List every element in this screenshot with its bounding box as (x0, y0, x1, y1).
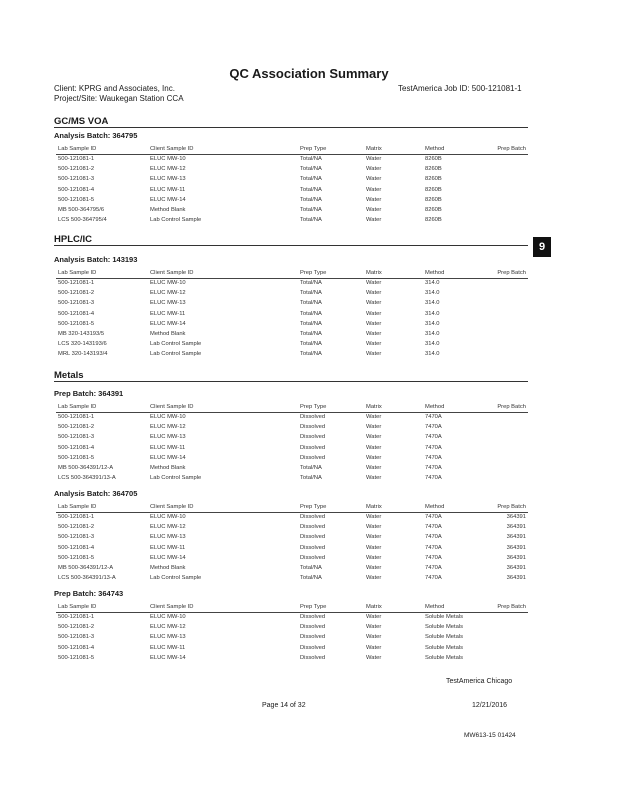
cell-prep-type: Total/NA (300, 310, 322, 317)
cell-matrix: Water (366, 280, 382, 286)
cell-matrix: Water (366, 414, 382, 420)
cell-matrix: Water (366, 341, 382, 348)
cell-matrix: Water (366, 156, 382, 162)
cell-prep-type: Dissolved (300, 644, 326, 651)
cell-client-sample-id: ELUC MW-12 (150, 166, 186, 173)
cell-client-sample-id: ELUC MW-13 (150, 300, 186, 307)
cell-lab-sample-id: LCS 320-143193/6 (58, 341, 107, 348)
cell-client-sample-id: ELUC MW-10 (150, 156, 186, 162)
footer-lab-name: TestAmerica Chicago (446, 678, 513, 685)
batch-label: Analysis Batch: 143193 (54, 255, 138, 264)
column-header-method: Method (425, 270, 445, 276)
cell-prep-type: Dissolved (300, 554, 326, 561)
column-header-matrix: Matrix (366, 146, 382, 152)
column-header-prep-type: Prep Type (300, 270, 327, 276)
cell-client-sample-id: ELUC MW-14 (150, 196, 186, 203)
cell-prep-batch: 364391 (506, 544, 526, 551)
table-header-rule (56, 412, 528, 413)
cell-lab-sample-id: 500-121081-3 (58, 300, 95, 307)
cell-lab-sample-id: 500-121081-3 (58, 634, 95, 641)
table-row (0, 414, 618, 424)
section-metals: Metals (54, 370, 84, 381)
cell-client-sample-id: ELUC MW-13 (150, 434, 186, 441)
cell-prep-type: Total/NA (300, 475, 322, 482)
section-hplc-ic: HPLC/IC (54, 234, 92, 245)
cell-method: 7470A (425, 524, 442, 531)
column-header-prep-batch: Prep Batch (497, 504, 526, 510)
cell-lab-sample-id: MB 500-364391/12-A (58, 465, 114, 471)
cell-client-sample-id: Lab Control Sample (150, 351, 202, 358)
cell-client-sample-id: Method Blank (150, 465, 186, 471)
cell-method: 7470A (425, 565, 442, 571)
cell-prep-type: Dissolved (300, 524, 326, 531)
cell-prep-type: Dissolved (300, 414, 326, 420)
cell-lab-sample-id: 500-121081-2 (58, 166, 95, 173)
cell-lab-sample-id: MB 500-364391/12-A (58, 565, 114, 571)
column-header-prep-type: Prep Type (300, 604, 327, 610)
cell-method: Soluble Metals (425, 614, 464, 620)
table-header-rule (56, 612, 528, 613)
cell-prep-type: Total/NA (300, 166, 322, 173)
table-row (0, 555, 618, 565)
footer-date: 12/21/2016 (472, 702, 508, 709)
cell-method: 7470A (425, 554, 442, 561)
cell-matrix: Water (366, 444, 382, 451)
cell-method: 8260B (425, 186, 442, 193)
cell-matrix: Water (366, 534, 382, 541)
cell-matrix: Water (366, 424, 382, 431)
cell-prep-type: Total/NA (300, 300, 322, 307)
column-header-lab-sample-id: Lab Sample ID (58, 270, 97, 276)
cell-prep-batch: 364391 (506, 524, 526, 531)
cell-method: 314.0 (425, 300, 440, 307)
cell-prep-type: Total/NA (300, 351, 322, 358)
column-header-prep-batch: Prep Batch (497, 604, 526, 610)
cell-matrix: Water (366, 196, 382, 203)
cell-lab-sample-id: 500-121081-2 (58, 624, 95, 631)
cell-method: 7470A (425, 544, 442, 551)
cell-matrix: Water (366, 644, 382, 651)
batch-label: Prep Batch: 364391 (54, 389, 124, 398)
cell-method: 7470A (425, 444, 442, 451)
cell-prep-type: Total/NA (300, 156, 322, 162)
table-row (0, 280, 618, 290)
cell-client-sample-id: Lab Control Sample (150, 217, 202, 224)
column-header-prep-batch: Prep Batch (497, 270, 526, 276)
cell-matrix: Water (366, 575, 382, 582)
table-header-rule (56, 278, 528, 279)
table-row (0, 624, 618, 634)
table-row (0, 465, 618, 475)
table-row (0, 217, 618, 227)
cell-prep-type: Dissolved (300, 634, 326, 641)
cell-client-sample-id: Lab Control Sample (150, 341, 202, 348)
cell-prep-batch: 364391 (506, 514, 526, 520)
column-header-client-sample-id: Client Sample ID (150, 604, 194, 610)
cell-method: Soluble Metals (425, 624, 464, 631)
cell-matrix: Water (366, 434, 382, 441)
table-header-rule (56, 512, 528, 513)
cell-prep-type: Total/NA (300, 207, 322, 213)
cell-lab-sample-id: 500-121081-3 (58, 534, 95, 541)
cell-client-sample-id: ELUC MW-13 (150, 634, 186, 641)
cell-matrix: Water (366, 465, 382, 471)
cell-method: Soluble Metals (425, 634, 464, 641)
table-row (0, 645, 618, 655)
table-row (0, 424, 618, 434)
cell-matrix: Water (366, 351, 382, 358)
project-site: Project/Site: Waukegan Station CCA (54, 94, 184, 103)
cell-matrix: Water (366, 565, 382, 571)
cell-lab-sample-id: 500-121081-1 (58, 414, 95, 420)
cell-lab-sample-id: 500-121081-5 (58, 654, 95, 661)
column-header-lab-sample-id: Lab Sample ID (58, 404, 97, 410)
cell-client-sample-id: ELUC MW-14 (150, 320, 186, 327)
table-row (0, 176, 618, 186)
cell-client-sample-id: ELUC MW-10 (150, 614, 186, 620)
table-row (0, 311, 618, 321)
cell-method: 7470A (425, 424, 442, 431)
cell-lab-sample-id: 500-121081-4 (58, 186, 95, 193)
cell-method: 7470A (425, 514, 442, 520)
cell-client-sample-id: ELUC MW-10 (150, 280, 186, 286)
cell-lab-sample-id: 500-121081-3 (58, 434, 95, 441)
section-divider (54, 127, 528, 128)
cell-prep-type: Total/NA (300, 196, 322, 203)
column-header-client-sample-id: Client Sample ID (150, 146, 194, 152)
section-tab-9: 9 (533, 237, 551, 257)
column-header-prep-type: Prep Type (300, 504, 327, 510)
column-header-prep-batch: Prep Batch (497, 146, 526, 152)
cell-prep-type: Dissolved (300, 454, 326, 461)
cell-client-sample-id: Method Blank (150, 331, 186, 337)
cell-prep-type: Dissolved (300, 444, 326, 451)
table-row (0, 331, 618, 341)
cell-prep-type: Dissolved (300, 424, 326, 431)
cell-prep-type: Total/NA (300, 320, 322, 327)
cell-method: 314.0 (425, 290, 440, 297)
cell-lab-sample-id: 500-121081-4 (58, 544, 95, 551)
cell-client-sample-id: ELUC MW-11 (150, 310, 186, 317)
batch-label: Analysis Batch: 364705 (54, 489, 138, 498)
column-header-client-sample-id: Client Sample ID (150, 404, 194, 410)
cell-client-sample-id: ELUC MW-11 (150, 186, 186, 193)
cell-matrix: Water (366, 320, 382, 327)
cell-matrix: Water (366, 166, 382, 173)
table-row (0, 434, 618, 444)
column-header-matrix: Matrix (366, 504, 382, 510)
cell-matrix: Water (366, 614, 382, 620)
column-header-client-sample-id: Client Sample ID (150, 504, 194, 510)
cell-method: 8260B (425, 176, 442, 183)
column-header-matrix: Matrix (366, 270, 382, 276)
cell-lab-sample-id: MB 320-143193/5 (58, 331, 105, 337)
cell-method: 8260B (425, 156, 442, 162)
cell-matrix: Water (366, 624, 382, 631)
table-row (0, 321, 618, 331)
cell-method: 314.0 (425, 280, 440, 286)
cell-matrix: Water (366, 186, 382, 193)
cell-prep-type: Total/NA (300, 176, 322, 183)
cell-method: 314.0 (425, 341, 440, 348)
cell-lab-sample-id: 500-121081-1 (58, 280, 95, 286)
cell-matrix: Water (366, 454, 382, 461)
cell-lab-sample-id: 500-121081-2 (58, 290, 95, 297)
cell-prep-type: Dissolved (300, 654, 326, 661)
cell-client-sample-id: ELUC MW-13 (150, 176, 186, 183)
cell-matrix: Water (366, 207, 382, 213)
section-gcms-voa: GC/MS VOA (54, 116, 109, 127)
column-header-lab-sample-id: Lab Sample ID (58, 504, 97, 510)
cell-client-sample-id: ELUC MW-11 (150, 544, 186, 551)
cell-prep-type: Total/NA (300, 217, 322, 224)
cell-lab-sample-id: 500-121081-2 (58, 424, 95, 431)
table-row (0, 187, 618, 197)
cell-prep-type: Total/NA (300, 565, 322, 571)
table-row (0, 445, 618, 455)
cell-matrix: Water (366, 554, 382, 561)
cell-lab-sample-id: 500-121081-1 (58, 156, 95, 162)
column-header-matrix: Matrix (366, 404, 382, 410)
cell-lab-sample-id: 500-121081-4 (58, 310, 95, 317)
cell-client-sample-id: ELUC MW-10 (150, 414, 186, 420)
cell-method: 7470A (425, 534, 442, 541)
cell-client-sample-id: ELUC MW-10 (150, 514, 186, 520)
table-row (0, 534, 618, 544)
column-header-client-sample-id: Client Sample ID (150, 270, 194, 276)
cell-client-sample-id: Method Blank (150, 565, 186, 571)
cell-client-sample-id: ELUC MW-14 (150, 554, 186, 561)
cell-client-sample-id: ELUC MW-12 (150, 290, 186, 297)
cell-method: 314.0 (425, 320, 440, 327)
column-header-prep-batch: Prep Batch (497, 404, 526, 410)
cell-prep-type: Total/NA (300, 186, 322, 193)
table-row (0, 156, 618, 166)
table-row (0, 455, 618, 465)
cell-method: 8260B (425, 196, 442, 203)
cell-lab-sample-id: 500-121081-5 (58, 196, 95, 203)
table-row (0, 475, 618, 485)
cell-method: Soluble Metals (425, 644, 464, 651)
table-row (0, 341, 618, 351)
cell-client-sample-id: ELUC MW-12 (150, 424, 186, 431)
cell-matrix: Water (366, 310, 382, 317)
client-name: Client: KPRG and Associates, Inc. (54, 84, 175, 93)
table-row (0, 197, 618, 207)
cell-matrix: Water (366, 524, 382, 531)
column-header-matrix: Matrix (366, 604, 382, 610)
job-id: TestAmerica Job ID: 500-121081-1 (398, 84, 522, 93)
cell-prep-type: Dissolved (300, 514, 326, 520)
cell-method: 314.0 (425, 351, 440, 358)
cell-lab-sample-id: 500-121081-5 (58, 554, 95, 561)
cell-lab-sample-id: 500-121081-3 (58, 176, 95, 183)
table-row (0, 655, 618, 665)
cell-method: 7470A (425, 465, 442, 471)
cell-method: 8260B (425, 217, 442, 224)
footer-stamp: MW613-15 01424 (464, 732, 516, 739)
cell-lab-sample-id: MB 500-364795/6 (58, 207, 105, 213)
cell-lab-sample-id: LCS 500-364795/4 (58, 217, 107, 224)
cell-lab-sample-id: 500-121081-2 (58, 524, 95, 531)
cell-lab-sample-id: 500-121081-5 (58, 320, 95, 327)
column-header-method: Method (425, 604, 445, 610)
cell-client-sample-id: Lab Control Sample (150, 575, 202, 582)
cell-prep-type: Total/NA (300, 465, 322, 471)
cell-method: 314.0 (425, 310, 440, 317)
column-header-prep-type: Prep Type (300, 404, 327, 410)
cell-method: 314.0 (425, 331, 440, 337)
column-header-method: Method (425, 146, 445, 152)
cell-prep-type: Dissolved (300, 534, 326, 541)
section-divider (54, 245, 528, 246)
column-header-prep-type: Prep Type (300, 146, 327, 152)
cell-matrix: Water (366, 634, 382, 641)
cell-lab-sample-id: MRL 320-143193/4 (58, 351, 108, 358)
cell-method: 8260B (425, 166, 442, 173)
cell-method: 7470A (425, 575, 442, 582)
cell-prep-batch: 364391 (506, 534, 526, 541)
column-header-lab-sample-id: Lab Sample ID (58, 604, 97, 610)
column-header-method: Method (425, 504, 445, 510)
cell-prep-batch: 364391 (506, 575, 526, 582)
page-title: QC Association Summary (229, 66, 389, 81)
cell-prep-type: Dissolved (300, 614, 326, 620)
cell-matrix: Water (366, 331, 382, 337)
cell-matrix: Water (366, 654, 382, 661)
cell-matrix: Water (366, 475, 382, 482)
cell-method: Soluble Metals (425, 654, 464, 661)
cell-prep-type: Total/NA (300, 290, 322, 297)
cell-method: 7470A (425, 454, 442, 461)
cell-method: 8260B (425, 207, 442, 213)
batch-label: Prep Batch: 364743 (54, 589, 124, 598)
cell-client-sample-id: ELUC MW-13 (150, 534, 186, 541)
cell-matrix: Water (366, 290, 382, 297)
cell-lab-sample-id: 500-121081-5 (58, 454, 95, 461)
table-row (0, 565, 618, 575)
cell-prep-type: Dissolved (300, 624, 326, 631)
cell-lab-sample-id: LCS 500-364391/13-A (58, 475, 116, 482)
cell-lab-sample-id: 500-121081-4 (58, 644, 95, 651)
cell-prep-type: Total/NA (300, 341, 322, 348)
cell-client-sample-id: Lab Control Sample (150, 475, 202, 482)
table-row (0, 207, 618, 217)
batch-label: Analysis Batch: 364795 (54, 131, 138, 140)
table-row (0, 575, 618, 585)
cell-matrix: Water (366, 217, 382, 224)
cell-client-sample-id: ELUC MW-14 (150, 454, 186, 461)
table-row (0, 614, 618, 624)
cell-matrix: Water (366, 300, 382, 307)
section-divider (54, 381, 528, 382)
table-header-rule (56, 154, 528, 155)
table-row (0, 300, 618, 310)
cell-prep-type: Dissolved (300, 434, 326, 441)
cell-client-sample-id: ELUC MW-14 (150, 654, 186, 661)
column-header-lab-sample-id: Lab Sample ID (58, 146, 97, 152)
cell-client-sample-id: Method Blank (150, 207, 186, 213)
cell-client-sample-id: ELUC MW-11 (150, 444, 186, 451)
cell-lab-sample-id: 500-121081-1 (58, 614, 95, 620)
table-row (0, 290, 618, 300)
table-row (0, 545, 618, 555)
cell-prep-type: Dissolved (300, 544, 326, 551)
cell-lab-sample-id: 500-121081-1 (58, 514, 95, 520)
cell-method: 7470A (425, 414, 442, 420)
cell-matrix: Water (366, 514, 382, 520)
cell-prep-type: Total/NA (300, 331, 322, 337)
cell-lab-sample-id: LCS 500-364391/13-A (58, 575, 116, 582)
column-header-method: Method (425, 404, 445, 410)
cell-prep-batch: 364391 (506, 554, 526, 561)
table-row (0, 514, 618, 524)
footer-page-number: Page 14 of 32 (262, 702, 306, 709)
cell-method: 7470A (425, 475, 442, 482)
cell-method: 7470A (425, 434, 442, 441)
cell-matrix: Water (366, 544, 382, 551)
cell-client-sample-id: ELUC MW-11 (150, 644, 186, 651)
cell-prep-batch: 364391 (506, 565, 526, 571)
cell-matrix: Water (366, 176, 382, 183)
table-row (0, 524, 618, 534)
table-row (0, 634, 618, 644)
cell-client-sample-id: ELUC MW-12 (150, 624, 186, 631)
cell-lab-sample-id: 500-121081-4 (58, 444, 95, 451)
cell-prep-type: Total/NA (300, 280, 322, 286)
cell-prep-type: Total/NA (300, 575, 322, 582)
table-row (0, 166, 618, 176)
table-row (0, 351, 618, 361)
cell-client-sample-id: ELUC MW-12 (150, 524, 186, 531)
